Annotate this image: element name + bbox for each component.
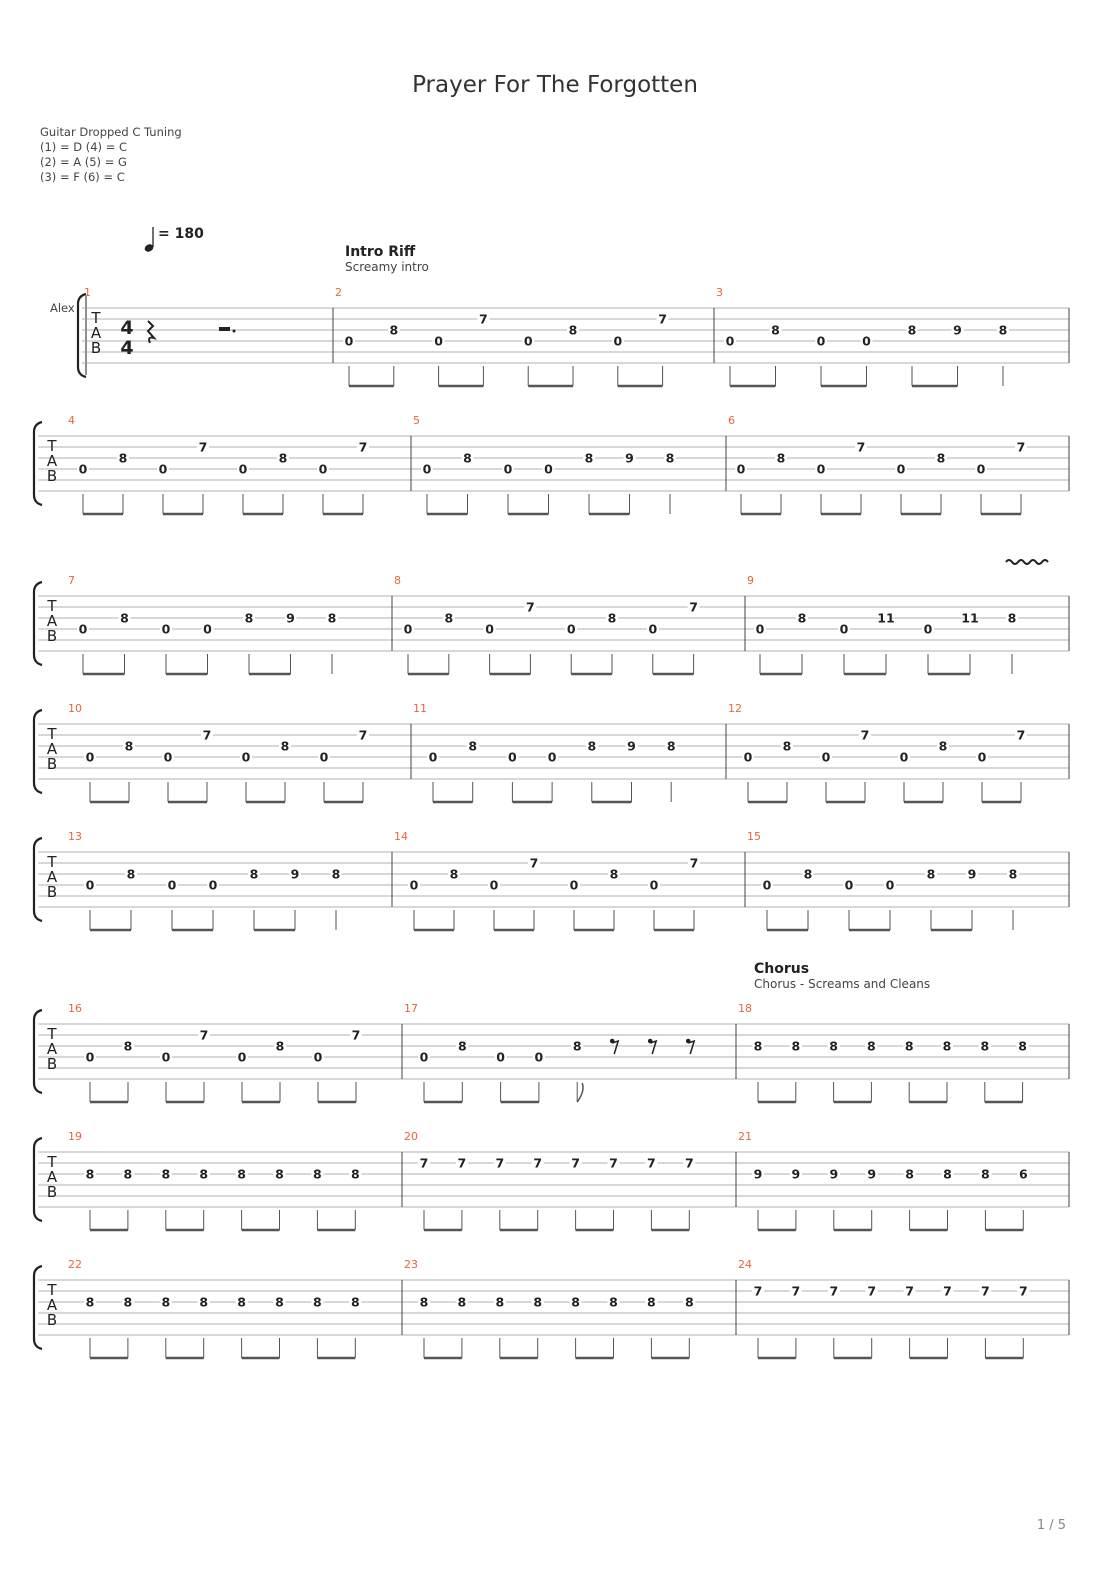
tuning-line-3: (3) = F (6) = C [40, 170, 125, 184]
tab-clef-letter: A [46, 740, 58, 758]
fret-number: 7 [358, 439, 368, 455]
fret-number: 8 [327, 610, 337, 626]
tab-clef-letter: T [47, 1025, 57, 1043]
tab-clef-letter: B [46, 883, 58, 901]
fret-number: 8 [587, 738, 597, 754]
fret-number: 8 [938, 738, 948, 754]
measure-number: 1 [84, 286, 91, 299]
eighth-rest-stroke [612, 1041, 618, 1054]
fret-number: 9 [627, 738, 636, 754]
section-title-intro: Intro Riff [345, 244, 416, 260]
fret-number: 0 [569, 877, 579, 893]
fret-number: 8 [237, 1294, 246, 1310]
fret-number: 8 [980, 1038, 990, 1054]
measure-number: 23 [404, 1258, 418, 1271]
fret-number: 6 [1018, 1166, 1028, 1182]
measure-number: 4 [68, 414, 75, 427]
fret-number: 8 [126, 866, 136, 882]
measure-number: 5 [413, 414, 420, 427]
fret-number: 8 [244, 610, 254, 626]
fret-number: 0 [736, 461, 746, 477]
fret-number: 0 [743, 749, 753, 765]
system-bracket-6 [34, 1010, 42, 1093]
fret-number: 8 [419, 1294, 429, 1310]
fret-number: 8 [275, 1166, 284, 1182]
tab-clef-letter: A [46, 452, 58, 470]
fret-number: 11 [961, 610, 979, 626]
system-bracket-4 [34, 710, 42, 793]
fret-number: 8 [936, 450, 946, 466]
fret-number: 8 [904, 1038, 914, 1054]
fret-number: 0 [78, 461, 88, 477]
fret-number: 8 [313, 1166, 322, 1182]
fret-number: 8 [942, 1038, 952, 1054]
fret-number: 8 [495, 1294, 505, 1310]
tab-clef-letter: A [90, 324, 102, 342]
fret-number: 8 [313, 1294, 322, 1310]
fret-number: 8 [1018, 1038, 1027, 1054]
tab-clef-letter: B [46, 1183, 58, 1201]
fret-number: 8 [275, 1038, 285, 1054]
fret-number: 8 [998, 322, 1008, 338]
measure-number: 7 [68, 574, 75, 587]
track-name: Alex [50, 301, 75, 315]
fret-number: 0 [489, 877, 499, 893]
fret-number: 11 [877, 610, 895, 626]
fret-number: 0 [508, 749, 517, 765]
fret-number: 7 [609, 1155, 618, 1171]
fret-number: 8 [665, 450, 675, 466]
fret-number: 8 [237, 1166, 246, 1182]
fret-number: 8 [572, 1038, 582, 1054]
fret-number: 8 [389, 322, 399, 338]
fret-number: 0 [78, 621, 88, 637]
fret-number: 0 [547, 749, 557, 765]
quarter-rest-icon [148, 321, 154, 343]
fret-number: 7 [529, 855, 539, 871]
fret-number: 0 [844, 877, 854, 893]
fret-number: 0 [403, 621, 413, 637]
fret-number: 7 [351, 1027, 361, 1043]
fret-number: 8 [85, 1294, 95, 1310]
fret-number: 7 [684, 1155, 694, 1171]
section-subtitle-chorus: Chorus - Screams and Cleans [754, 977, 931, 991]
fret-number: 8 [926, 866, 936, 882]
fret-number: 7 [199, 1027, 209, 1043]
fret-number: 7 [533, 1155, 543, 1171]
measure-number: 9 [747, 574, 754, 587]
fret-number: 0 [485, 621, 494, 637]
fret-number: 0 [344, 333, 354, 349]
fret-number: 7 [457, 1155, 467, 1171]
fret-number: 8 [797, 610, 807, 626]
tab-clef-letter: B [46, 1055, 58, 1073]
fret-number: 0 [419, 1049, 429, 1065]
fret-number: 0 [839, 621, 849, 637]
fret-number: 0 [566, 621, 576, 637]
fret-number: 8 [533, 1294, 543, 1310]
fret-number: 7 [571, 1155, 580, 1171]
fret-number: 9 [753, 1166, 763, 1182]
system-bracket-2 [34, 422, 42, 505]
fret-number: 0 [544, 461, 553, 477]
fret-number: 8 [249, 866, 259, 882]
fret-number: 0 [503, 461, 513, 477]
tab-clef-letter: T [47, 437, 57, 455]
tab-clef-letter: T [47, 853, 57, 871]
fret-number: 0 [899, 749, 909, 765]
fret-number: 9 [286, 610, 295, 626]
fret-number: 7 [943, 1283, 952, 1299]
fret-number: 0 [434, 333, 443, 349]
tab-clef-letter: T [91, 309, 101, 327]
fret-number: 0 [422, 461, 432, 477]
tab-clef-letter: B [90, 339, 102, 357]
fret-number: 8 [449, 866, 459, 882]
fret-number: 0 [428, 749, 438, 765]
fret-number: 8 [753, 1038, 763, 1054]
fret-number: 0 [85, 749, 95, 765]
fret-number: 7 [905, 1283, 914, 1299]
fret-number: 0 [648, 621, 658, 637]
fret-number: 0 [85, 1049, 95, 1065]
measure-number: 14 [394, 830, 408, 843]
tab-clef-letter: T [47, 725, 57, 743]
system-bracket-5 [34, 838, 42, 921]
measure-number: 10 [68, 702, 82, 715]
fret-number: 0 [523, 333, 533, 349]
tab-clef-letter: A [46, 1040, 58, 1058]
fret-number: 8 [123, 1166, 133, 1182]
fret-number: 8 [199, 1166, 209, 1182]
fret-number: 8 [905, 1166, 914, 1182]
measure-number: 17 [404, 1002, 418, 1015]
tab-clef-letter: A [46, 1168, 58, 1186]
fret-number: 9 [953, 322, 962, 338]
fret-number: 0 [313, 1049, 323, 1065]
tuning-line-2: (2) = A (5) = G [40, 155, 127, 169]
fret-number: 0 [161, 621, 171, 637]
fret-number: 8 [1007, 610, 1017, 626]
time-signature-top: 4 [120, 317, 134, 339]
fret-number: 7 [689, 855, 699, 871]
tuning-label: Guitar Dropped C Tuning [40, 125, 182, 139]
fret-number: 8 [275, 1294, 284, 1310]
tab-clef-letter: A [46, 612, 58, 630]
fret-number: 0 [161, 1049, 171, 1065]
fret-number: 7 [1016, 439, 1026, 455]
measure-number: 8 [394, 574, 401, 587]
fret-number: 8 [278, 450, 288, 466]
fret-number: 0 [85, 877, 95, 893]
fret-number: 7 [202, 727, 212, 743]
fret-number: 8 [943, 1166, 952, 1182]
measure-number: 21 [738, 1130, 752, 1143]
fret-number: 7 [867, 1283, 877, 1299]
fret-number: 0 [163, 749, 173, 765]
fret-number: 0 [203, 621, 212, 637]
fret-number: 0 [241, 749, 251, 765]
fret-number: 7 [526, 599, 535, 615]
fret-number: 9 [290, 866, 300, 882]
fret-number: 0 [725, 333, 735, 349]
measure-number: 22 [68, 1258, 82, 1271]
fret-number: 7 [658, 311, 667, 327]
fret-number: 0 [816, 461, 826, 477]
fret-number: 9 [625, 450, 634, 466]
tuning-line-1: (1) = D (4) = C [40, 140, 128, 154]
fret-number: 8 [161, 1294, 171, 1310]
fret-number: 0 [238, 461, 248, 477]
fret-number: 0 [896, 461, 906, 477]
fret-number: 8 [981, 1166, 990, 1182]
fret-number: 0 [755, 621, 765, 637]
fret-number: 8 [684, 1294, 694, 1310]
fret-number: 8 [867, 1038, 876, 1054]
fret-number: 7 [829, 1283, 839, 1299]
tab-clef-letter: B [46, 755, 58, 773]
fret-number: 8 [118, 450, 128, 466]
tab-clef-letter: B [46, 627, 58, 645]
fret-number: 9 [967, 866, 977, 882]
measure-number: 19 [68, 1130, 82, 1143]
fret-number: 7 [689, 599, 698, 615]
fret-number: 8 [609, 866, 619, 882]
fret-number: 7 [856, 439, 866, 455]
tab-clef-letter: B [46, 1311, 58, 1329]
fret-number: 0 [885, 877, 895, 893]
fret-number: 7 [1016, 727, 1026, 743]
fret-number: 8 [666, 738, 676, 754]
measure-number: 11 [413, 702, 427, 715]
fret-number: 7 [358, 727, 368, 743]
fret-number: 8 [647, 1294, 656, 1310]
fret-number: 8 [457, 1294, 467, 1310]
fret-number: 8 [776, 450, 786, 466]
fret-number: 0 [496, 1049, 505, 1065]
fret-number: 0 [976, 461, 986, 477]
fret-number: 0 [158, 461, 168, 477]
system-bracket-1 [78, 294, 86, 377]
fret-number: 8 [199, 1294, 209, 1310]
fret-number: 8 [331, 866, 341, 882]
fret-number: 7 [753, 1283, 763, 1299]
fret-number: 0 [862, 333, 871, 349]
fret-number: 8 [829, 1038, 838, 1054]
fret-number: 0 [409, 877, 419, 893]
measure-number: 2 [335, 286, 342, 299]
measure-number: 12 [728, 702, 742, 715]
fret-number: 0 [821, 749, 831, 765]
fret-number: 8 [350, 1294, 360, 1310]
fret-number: 7 [860, 727, 870, 743]
system-bracket-3 [34, 582, 42, 665]
fret-number: 0 [318, 461, 328, 477]
fret-number: 9 [829, 1166, 839, 1182]
fret-number: 8 [457, 1038, 467, 1054]
fret-number: 8 [907, 322, 917, 338]
measure-number: 16 [68, 1002, 82, 1015]
measure-number: 3 [716, 286, 723, 299]
section-subtitle-intro: Screamy intro [345, 260, 429, 274]
fret-number: 8 [782, 738, 792, 754]
fret-number: 8 [123, 1294, 133, 1310]
fret-number: 8 [791, 1038, 801, 1054]
fret-number: 7 [495, 1155, 505, 1171]
fret-number: 8 [468, 738, 478, 754]
fret-number: 0 [319, 749, 329, 765]
fret-number: 8 [609, 1294, 618, 1310]
song-title: Prayer For The Forgotten [412, 72, 698, 98]
fret-number: 0 [649, 877, 659, 893]
system-bracket-8 [34, 1266, 42, 1349]
fret-number: 8 [123, 1038, 133, 1054]
tab-clef-letter: B [46, 467, 58, 485]
measure-number: 24 [738, 1258, 752, 1271]
fret-number: 0 [167, 877, 177, 893]
eighth-rest-stroke [688, 1041, 694, 1054]
tab-clef-letter: A [46, 868, 58, 886]
fret-number: 8 [350, 1166, 360, 1182]
tab-clef-letter: T [47, 597, 57, 615]
measure-number: 13 [68, 830, 82, 843]
fret-number: 0 [208, 877, 218, 893]
rest-dot [233, 330, 236, 333]
measure-number: 15 [747, 830, 761, 843]
measure-number: 20 [404, 1130, 418, 1143]
section-title-chorus: Chorus [754, 961, 810, 977]
fret-number: 9 [791, 1166, 801, 1182]
fret-number: 7 [419, 1155, 429, 1171]
page-number: 1 / 5 [1036, 1518, 1066, 1533]
eighth-rest-stroke [650, 1041, 656, 1054]
fret-number: 8 [568, 322, 578, 338]
fret-number: 0 [762, 877, 772, 893]
fret-number: 8 [444, 610, 454, 626]
fret-number: 8 [124, 738, 134, 754]
tab-clef-letter: T [47, 1153, 57, 1171]
fret-number: 8 [607, 610, 617, 626]
fret-number: 0 [237, 1049, 247, 1065]
tab-clef-letter: T [47, 1281, 57, 1299]
measure-number: 6 [728, 414, 735, 427]
fret-number: 8 [771, 322, 780, 338]
system-bracket-7 [34, 1138, 42, 1221]
fret-number: 7 [479, 311, 488, 327]
half-rest-icon [219, 327, 230, 331]
tab-clef-letter: A [46, 1296, 58, 1314]
tempo-value: = 180 [158, 226, 204, 242]
fret-number: 8 [120, 610, 129, 626]
measure-number: 18 [738, 1002, 752, 1015]
time-signature-bottom: 4 [120, 337, 134, 359]
fret-number: 8 [584, 450, 594, 466]
fret-number: 8 [463, 450, 472, 466]
fret-number: 7 [198, 439, 208, 455]
fret-number: 9 [867, 1166, 877, 1182]
vibrato-icon [1006, 560, 1048, 564]
fret-number: 8 [803, 866, 813, 882]
fret-number: 0 [613, 333, 623, 349]
fret-number: 8 [161, 1166, 171, 1182]
fret-number: 0 [977, 749, 987, 765]
fret-number: 0 [534, 1049, 544, 1065]
fret-number: 8 [571, 1294, 580, 1310]
fret-number: 8 [1008, 866, 1018, 882]
fret-number: 8 [85, 1166, 95, 1182]
fret-number: 0 [816, 333, 826, 349]
fret-number: 7 [791, 1283, 801, 1299]
eighth-flag [577, 1083, 583, 1102]
fret-number: 7 [647, 1155, 656, 1171]
fret-number: 7 [981, 1283, 990, 1299]
fret-number: 8 [280, 738, 290, 754]
fret-number: 0 [923, 621, 933, 637]
fret-number: 7 [1018, 1283, 1028, 1299]
